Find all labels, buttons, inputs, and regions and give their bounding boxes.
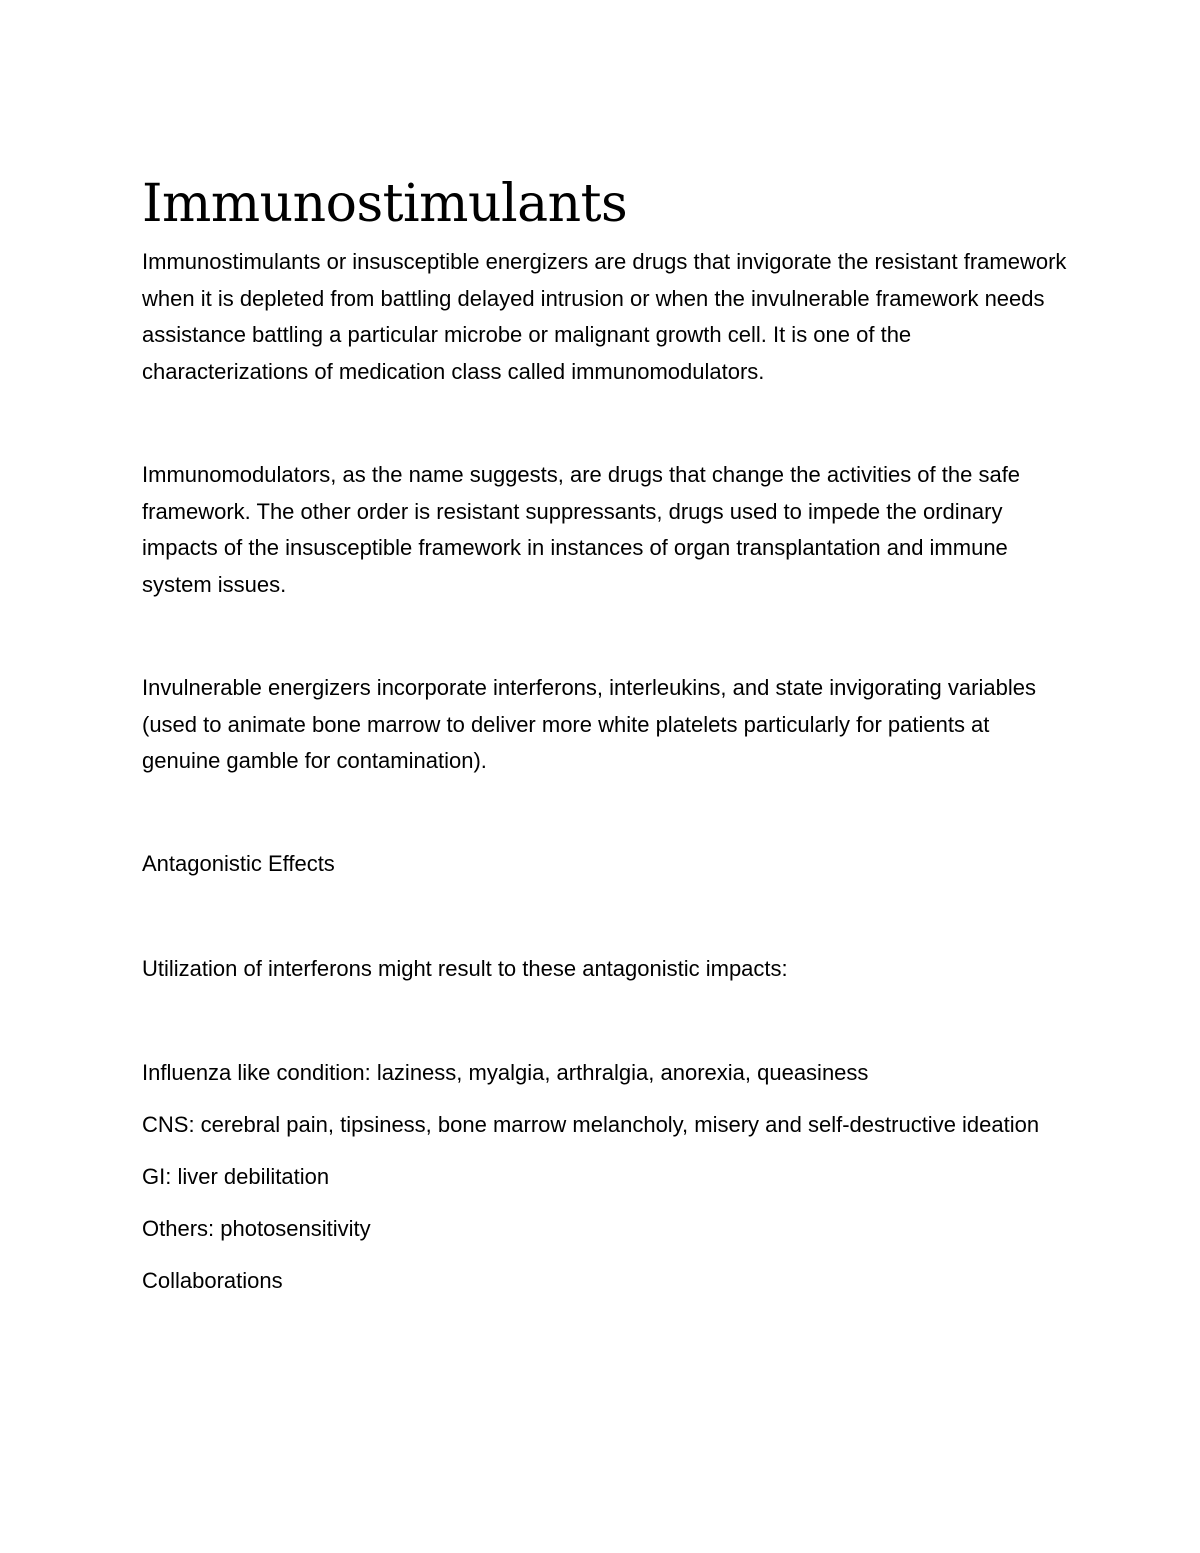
- document-body: [142, 168, 1072, 1299]
- list-item: GI: liver debilitation: [142, 1163, 330, 1189]
- interferons-intro-paragraph: Utilization of interferons might result to these antagonistic impacts:: [142, 956, 788, 981]
- section-heading-antagonistic-effects: Antagonistic Effects: [142, 850, 335, 876]
- list-item: CNS: cerebral pain, tipsiness, bone marrow melancholy, misery and self-destructive ideation: [142, 1111, 1040, 1137]
- document-title: Immunostimulants: [142, 174, 628, 234]
- effects-list: [142, 1055, 1072, 1299]
- list-item: Others: photosensitivity: [142, 1215, 371, 1241]
- list-item: Collaborations: [142, 1267, 283, 1293]
- immunomodulators-paragraph: Immunomodulators, as the name suggests, are drugs that change the activities of the safe framework. The other order is resistant suppressants, drugs used to impede the ordinary impacts of the insusceptible framework in instances of organ transplantation and immune system issues.: [142, 462, 1021, 597]
- intro-paragraph: Immunostimulants or insusceptible energizers are drugs that invigorate the resistant framework when it is depleted from battling delayed intrusion or when the invulnerable framework needs assistance battling a particular microbe or malignant growth cell. It is one of the characterizations of medication class called immunomodulators.: [142, 249, 1067, 384]
- energizers-paragraph: Invulnerable energizers incorporate interferons, interleukins, and state invigorating variables (used to animate bone marrow to deliver more white platelets particularly for patients at genuine gamble for contamination).: [142, 675, 1036, 773]
- list-item: Influenza like condition: laziness, myalgia, arthralgia, anorexia, queasiness: [142, 1059, 869, 1085]
